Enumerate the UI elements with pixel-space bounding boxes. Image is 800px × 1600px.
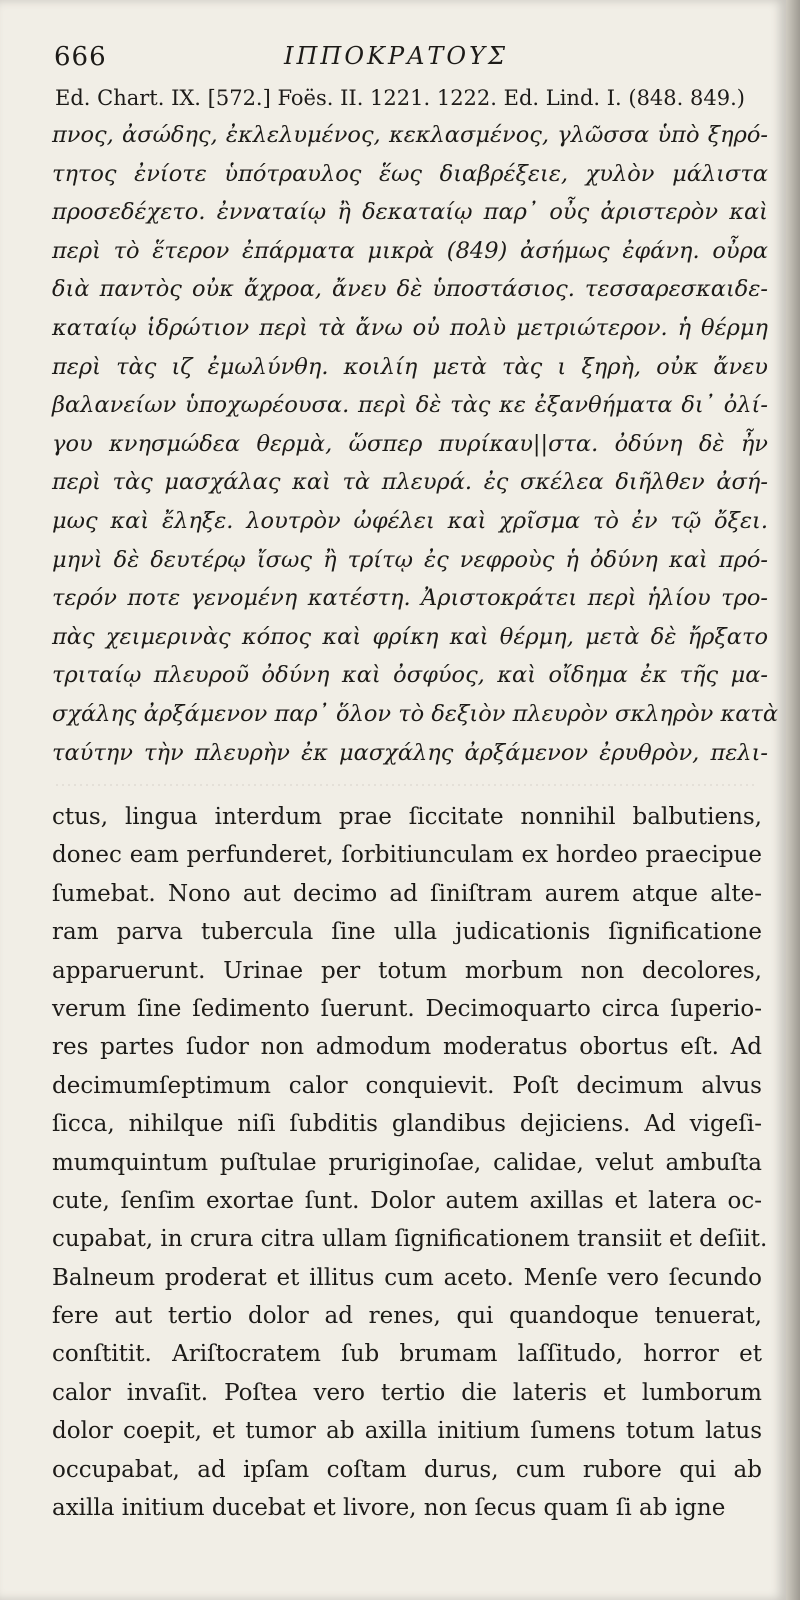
latin-text-line: ram parva tubercula ſine ulla judicationis ſignificatione [52,919,762,946]
latin-text-line: mumquintum puſtulae pruriginoſae, calidae, velut ambuſta [52,1149,762,1176]
greek-text-line: ταύτην τὴν πλευρὴν ἐκ μασχάλης ἀρξάμενον ἐρυθρὸν, πελι- [52,739,768,766]
greek-text-block [52,116,779,772]
greek-text-line: πνος, ἀσώδης, ἐκλελυμένος, κεκλασμένος, γλῶσσα ὑπὸ ξηρό- [52,122,768,148]
greek-text-line: διὰ παντὸς οὐκ ἄχροα, ἄνευ δὲ ὑποστάσιος. τεσσαρεσκαιδε- [52,276,768,303]
greek-text-line: πὰς χειμερινὰς κόπος καὶ φρίκη καὶ θέρμη, μετὰ δὲ ἤρξατο [52,623,768,650]
edition-references: Ed. Chart. IX. [572.] Foës. II. 1221. 1222. Ed. Lind. I. (848. 849.) [55,86,745,110]
latin-text-line: ctus, lingua interdum prae ſiccitate nonnihil balbutiens, [52,804,762,830]
page-gutter-shadow [786,0,800,1600]
latin-text-line: ſicca, nihilque niſi ſubditis glandibus dejiciens. Ad vigeſi- [52,1111,762,1138]
latin-text-line: decimumſeptimum calor conquievit. Poſt decimum alvus [52,1072,762,1099]
latin-text-line: occupabat, ad ipſam coſtam durus, cum rubore qui ab [52,1456,762,1483]
greek-text-line: προσεδέχετο. ἐνναταίῳ ἢ δεκαταίῳ παρ᾽ οὖς ἀριστερὸν καὶ [52,199,768,226]
latin-text-line: calor invaſit. Poſtea vero tertio die lateris et lumborum [52,1379,762,1406]
latin-text-line: donec eam perfunderet, ſorbitiunculam ex hordeo praecipue [52,842,762,869]
page-number: 666 [54,42,107,72]
latin-text-line: verum ſine ſedimento ſuerunt. Decimoquarto circa ſuperio- [52,995,762,1022]
greek-text-line: μηνὶ δὲ δευτέρῳ ἴσως ἢ τρίτῳ ἐς νεφροὺς ἡ ὀδύνη καὶ πρό- [52,546,768,573]
greek-text-line: τριταίῳ πλευροῦ ὀδύνη καὶ ὀσφύος, καὶ οἴδημα ἐκ τῆς μα- [52,662,768,689]
latin-text-line: res partes ſudor non admodum moderatus obortus eſt. Ad [52,1034,762,1061]
latin-text-line: cupabat, in crura citra ullam ſignificationem transiit et deſiit. [52,1226,768,1253]
greek-text-line: περὶ τὰς ιζ ἐμωλύνθη. κοιλίη μετὰ τὰς ι ξηρὴ, οὐκ ἄνευ [52,353,768,380]
section-separator [56,770,756,800]
greek-text-line: βαλανείων ὑποχωρέουσα. περὶ δὲ τὰς κε ἐξανθήματα δι᾽ ὀλί- [52,392,768,419]
greek-text-line: καταίῳ ἱδρώτιον περὶ τὰ ἄνω οὐ πολὺ μετριώτερον. ἡ θέρμη [52,314,768,341]
latin-text-line: axilla initium ducebat et livore, non ſecus quam ſi ab igne [52,1495,726,1522]
latin-text-line: cute, ſenſim exortae ſunt. Dolor autem axillas et latera oc- [52,1187,762,1214]
greek-text-line: τερόν ποτε γενομένη κατέστη. Ἀριστοκράτει περὶ ἡλίου τρο- [52,585,768,612]
greek-text-line: σχάλης ἀρξάμενον παρ᾽ ὅλον τὸ δεξιὸν πλευρὸν σκληρὸν κατὰ [52,700,779,727]
greek-text-line: περὶ τὸ ἕτερον ἐπάρματα μικρὰ (849) ἀσήμως ἐφάνη. οὖρα [52,237,768,264]
latin-text-line: dolor coepit, et tumor ab axilla initium ſumens totum latus [52,1418,762,1445]
greek-text-line: μως καὶ ἔληξε. λουτρὸν ὠφέλει καὶ χρῖσμα τὸ ἐν τῷ ὄξει. [52,507,768,534]
running-head [54,38,744,78]
greek-text-line: περὶ τὰς μασχάλας καὶ τὰ πλευρά. ἐς σκέλεα διῆλθεν ἀσή- [52,469,768,496]
greek-text-line: γου κνησμώδεα θερμὰ, ὥσπερ πυρίκαυ||στα. ὀδύνη δὲ ἦν [52,430,768,457]
latin-text-line: fere aut tertio dolor ad renes, qui quandoque tenuerat, [52,1303,762,1330]
greek-text-line: τητος ἐνίοτε ὑπότραυλος ἕως διαβρέξειε, χυλὸν μάλιστα [52,160,768,187]
latin-text-line: apparuerunt. Urinae per totum morbum non decolores, [52,957,762,984]
latin-text-line: Balneum proderat et illitus cum aceto. Menſe vero ſecundo [52,1264,762,1291]
latin-text-line: conſtitit. Ariſtocratem ſub brumam laſſitudo, horror et [52,1341,762,1368]
latin-text-line: ſumebat. Nono aut decimo ad ſiniſtram aurem atque alte- [52,880,762,907]
latin-text-block [52,798,768,1527]
running-title: ΙΠΠΟΚΡΑΤΟΥΣ [284,42,508,70]
